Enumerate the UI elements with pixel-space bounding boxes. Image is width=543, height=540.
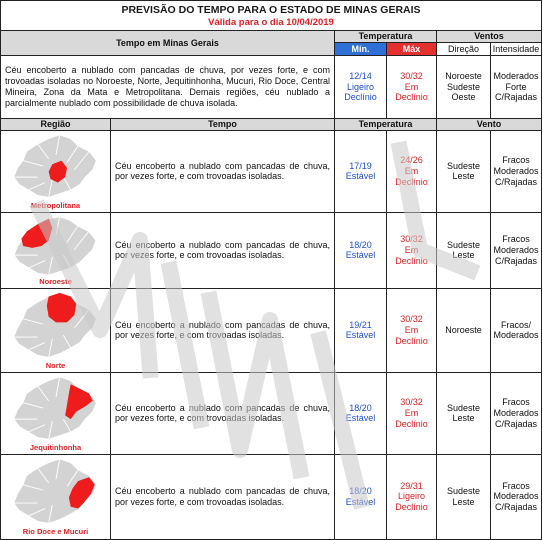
- temperature-col-header: Temperatura: [335, 119, 437, 131]
- region-map-cell: [1, 372, 111, 454]
- page-title: PREVISÃO DO TEMPO PARA O ESTADO DE MINAS GERAIS: [121, 3, 421, 16]
- region-weather: Céu encoberto a nublado com pancadas de chuva, por vezes forte, e com trovoadas isoladas.: [111, 130, 335, 212]
- region-name: Rio Doce e Mucuri: [22, 526, 89, 536]
- region-intensity: Fracos/ Moderados: [491, 288, 542, 372]
- norte-map: [10, 291, 102, 361]
- direction-header: Direção: [437, 43, 491, 56]
- region-name: Jequitinhonha: [29, 442, 82, 452]
- region-direction: Sudeste Leste: [437, 130, 491, 212]
- noroeste-map: [10, 215, 102, 277]
- table-row: [1, 288, 542, 372]
- region-name: Norte: [45, 360, 66, 370]
- region-max: 29/31 Ligeiro Declínio: [387, 454, 437, 539]
- summary-winds-header: Ventos: [437, 31, 542, 43]
- region-min: 18/20 Estável: [335, 454, 387, 539]
- summary-min: 12/14 Ligeiro Declínio: [335, 56, 387, 119]
- region-col-header: Região: [1, 119, 111, 131]
- region-min: 18/20 Estável: [335, 212, 387, 288]
- max-header: Máx: [387, 43, 437, 56]
- region-weather: Céu encoberto a nublado com pancadas de chuva, por vezes forte, e com trovoadas isoladas.: [111, 288, 335, 372]
- region-min: 18/20 Estável: [335, 372, 387, 454]
- summary-text: Céu encoberto a nublado com pancadas de chuva, por vezes forte, e com trovoadas isoladas no Noroeste, Norte, Jequitinhonha, Mucuri, Rio Doce, Central Mineira, Zona da Mata e Metropolitana. Demais regiões, céu nublado a parcialmente nublado com possibilidade de chuva isolada.: [1, 56, 335, 119]
- region-max: 30/32 Em Declínio: [387, 372, 437, 454]
- region-intensity: Fracos Moderados C/Rajadas: [491, 372, 542, 454]
- region-map-cell: [1, 288, 111, 372]
- region-direction: Sudeste Leste: [437, 212, 491, 288]
- region-map-cell: [1, 454, 111, 539]
- region-intensity: Fracos Moderados C/Rajadas: [491, 212, 542, 288]
- region-max: 30/32 Em Declínio: [387, 288, 437, 372]
- region-map-cell: [1, 130, 111, 212]
- weather-col-header: Tempo: [111, 119, 335, 131]
- jequitinhonha-map: [10, 375, 102, 443]
- wind-col-header: Vento: [437, 119, 542, 131]
- region-direction: Noroeste: [437, 288, 491, 372]
- table-row: [1, 130, 542, 212]
- rio-doce-mucuri-map: [10, 457, 102, 527]
- table-row: [1, 212, 542, 288]
- intensity-header: Intensidade: [491, 43, 542, 56]
- table-row: [1, 372, 542, 454]
- region-intensity: Fracos Moderados C/Rajadas: [491, 454, 542, 539]
- summary-intensity: Moderados Forte C/Rajadas: [491, 56, 542, 119]
- region-direction: Sudeste Leste: [437, 454, 491, 539]
- table-row: [1, 454, 542, 539]
- region-min: 17/19 Estável: [335, 130, 387, 212]
- region-weather: Céu encoberto a nublado com pancadas de chuva, por vezes forte, e com trovoadas isoladas.: [111, 372, 335, 454]
- min-header: Mín.: [335, 43, 387, 56]
- summary-temperature-header: Temperatura: [335, 31, 437, 43]
- page-subtitle: Válida para o dia 10/04/2019: [208, 17, 334, 29]
- region-name: Metropolitana: [30, 200, 81, 210]
- summary-header-label: Tempo em Minas Gerais: [1, 31, 335, 56]
- region-max: 24/26 Em Declínio: [387, 130, 437, 212]
- region-min: 19/21 Estável: [335, 288, 387, 372]
- summary-max: 30/32 Em Declínio: [387, 56, 437, 119]
- region-name: Noroeste: [39, 276, 72, 286]
- region-weather: Céu encoberto a nublado com pancadas de chuva, por vezes forte, e com trovoadas isoladas.: [111, 454, 335, 539]
- summary-direction: Noroeste Sudeste Oeste: [437, 56, 491, 119]
- region-max: 30/32 Em Declínio: [387, 212, 437, 288]
- region-intensity: Fracos Moderados C/Rajadas: [491, 130, 542, 212]
- region-direction: Sudeste Leste: [437, 372, 491, 454]
- metropolitana-map: [10, 133, 102, 201]
- region-map-cell: [1, 212, 111, 288]
- title-cell: [1, 1, 542, 31]
- region-weather: Céu encoberto a nublado com pancadas de chuva, por vezes forte, e com trovoadas isoladas.: [111, 212, 335, 288]
